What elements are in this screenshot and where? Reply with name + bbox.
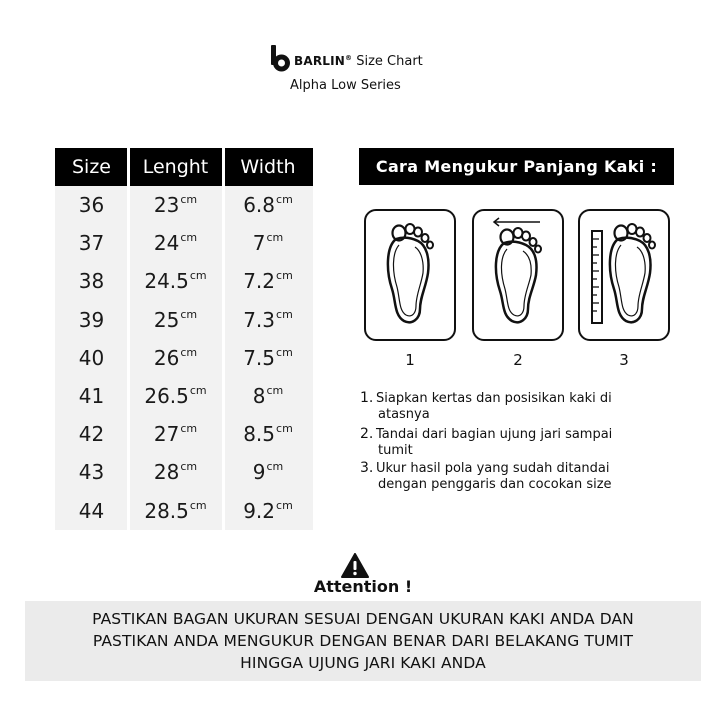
table-header: [55, 148, 313, 186]
width-cell: [223, 499, 313, 523]
size-cell: 36: [78, 193, 105, 217]
unit-label: cm: [266, 460, 284, 474]
length-cell: [128, 460, 223, 484]
unit-label: cm: [180, 345, 198, 359]
unit-label: cm: [276, 498, 293, 512]
column-header-width: Width: [240, 156, 296, 178]
step-1-illustration: [364, 209, 456, 341]
length-cell: [128, 499, 223, 523]
unit-label: cm: [266, 384, 284, 397]
length-value: 23: [153, 193, 180, 217]
unit-label: cm: [189, 269, 207, 283]
table-row: [55, 224, 313, 262]
barlin-logo-icon: [270, 45, 292, 73]
page-subtitle: Alpha Low Series: [290, 78, 401, 93]
width-cell: [223, 231, 313, 255]
size-cell: 38: [78, 269, 105, 294]
instruction-3: 3. Ukur hasil pola yang sudah ditandai dengan penggaris dan cocokan size: [360, 460, 612, 492]
size-cell: 42: [78, 422, 105, 447]
length-value: 26: [153, 345, 180, 370]
table-row: [55, 492, 313, 530]
width-cell: [223, 193, 313, 217]
width-value: 7.5: [243, 345, 276, 370]
width-cell: [223, 269, 313, 293]
width-value: 8: [252, 384, 266, 408]
unit-label: cm: [276, 193, 293, 206]
size-cell: 44: [78, 498, 105, 523]
length-cell: [128, 269, 223, 293]
width-value: 8.5: [243, 422, 276, 447]
unit-label: cm: [276, 422, 293, 436]
notice-line-3: HINGGA UJUNG JARI KAKI ANDA: [240, 654, 486, 672]
width-value: 9: [252, 460, 266, 485]
length-cell: [128, 422, 223, 446]
size-cell: 41: [78, 384, 105, 408]
attention-notice: [25, 601, 701, 681]
unit-label: cm: [180, 307, 198, 321]
width-cell: [223, 460, 313, 484]
table-row: [55, 339, 313, 377]
unit-label: cm: [180, 460, 198, 474]
step-3-illustration: [578, 209, 670, 341]
column-header-length: Lenght: [142, 156, 209, 178]
instruction-2: 2. Tandai dari bagian ujung jari sampai tumit: [360, 426, 613, 458]
size-cell: 40: [78, 345, 105, 370]
length-cell: [128, 346, 223, 370]
step-number-1: 1: [405, 351, 415, 369]
length-value: 24.5: [144, 269, 189, 294]
width-cell: [223, 384, 313, 408]
width-value: 6.8: [243, 193, 276, 217]
unit-label: cm: [276, 307, 293, 321]
width-cell: [223, 346, 313, 370]
brand-header: [270, 44, 423, 74]
length-value: 28: [153, 460, 180, 485]
brand-name: BARLIN®: [294, 54, 353, 68]
length-cell: [128, 384, 223, 408]
unit-label: cm: [276, 269, 293, 283]
size-cell: 39: [78, 307, 105, 332]
unit-label: cm: [180, 422, 198, 436]
ruler-foot-icon: [580, 211, 667, 338]
table-row: [55, 377, 313, 415]
width-cell: [223, 308, 313, 332]
unit-label: cm: [189, 498, 207, 512]
column-header-size: Size: [71, 156, 111, 178]
page-title: Size Chart: [356, 53, 423, 69]
length-cell: [128, 308, 223, 332]
foot-marking-icon: [474, 211, 561, 338]
width-value: 7.3: [243, 307, 276, 332]
foot-icon: [366, 211, 453, 338]
unit-label: cm: [276, 345, 293, 359]
warning-icon: [341, 553, 369, 579]
table-row: [55, 415, 313, 453]
table-row: [55, 186, 313, 224]
width-cell: [223, 422, 313, 446]
size-chart-table: [55, 148, 313, 530]
width-value: 7.2: [243, 269, 276, 294]
table-row: [55, 262, 313, 300]
step-number-3: 3: [619, 351, 629, 369]
length-value: 27: [153, 422, 180, 447]
length-value: 28.5: [144, 498, 189, 523]
notice-line-2: PASTIKAN ANDA MENGUKUR DENGAN BENAR DARI BELAKANG TUMIT: [92, 632, 634, 650]
size-cell: 43: [78, 460, 105, 485]
length-cell: [128, 231, 223, 255]
table-row: [55, 301, 313, 339]
unit-label: cm: [180, 231, 198, 245]
length-value: 25: [153, 307, 180, 332]
step-number-2: 2: [513, 351, 523, 369]
measure-guide-title: Cara Mengukur Panjang Kaki :: [359, 148, 674, 185]
instruction-1: 1. Siapkan kertas dan posisikan kaki di atasnya: [360, 390, 612, 422]
table-row: [55, 453, 313, 491]
size-cell: 37: [78, 231, 105, 256]
width-value: 7: [252, 231, 266, 256]
length-value: 24: [153, 231, 180, 256]
attention-heading: Attention !: [313, 577, 413, 596]
length-value: 26.5: [144, 384, 189, 408]
unit-label: cm: [180, 193, 198, 206]
notice-line-1: PASTIKAN BAGAN UKURAN SESUAI DENGAN UKURAN KAKI ANDA DAN: [92, 610, 634, 628]
width-value: 9.2: [243, 498, 276, 523]
unit-label: cm: [189, 384, 207, 397]
length-cell: [128, 193, 223, 217]
step-2-illustration: [472, 209, 564, 341]
unit-label: cm: [266, 231, 284, 245]
